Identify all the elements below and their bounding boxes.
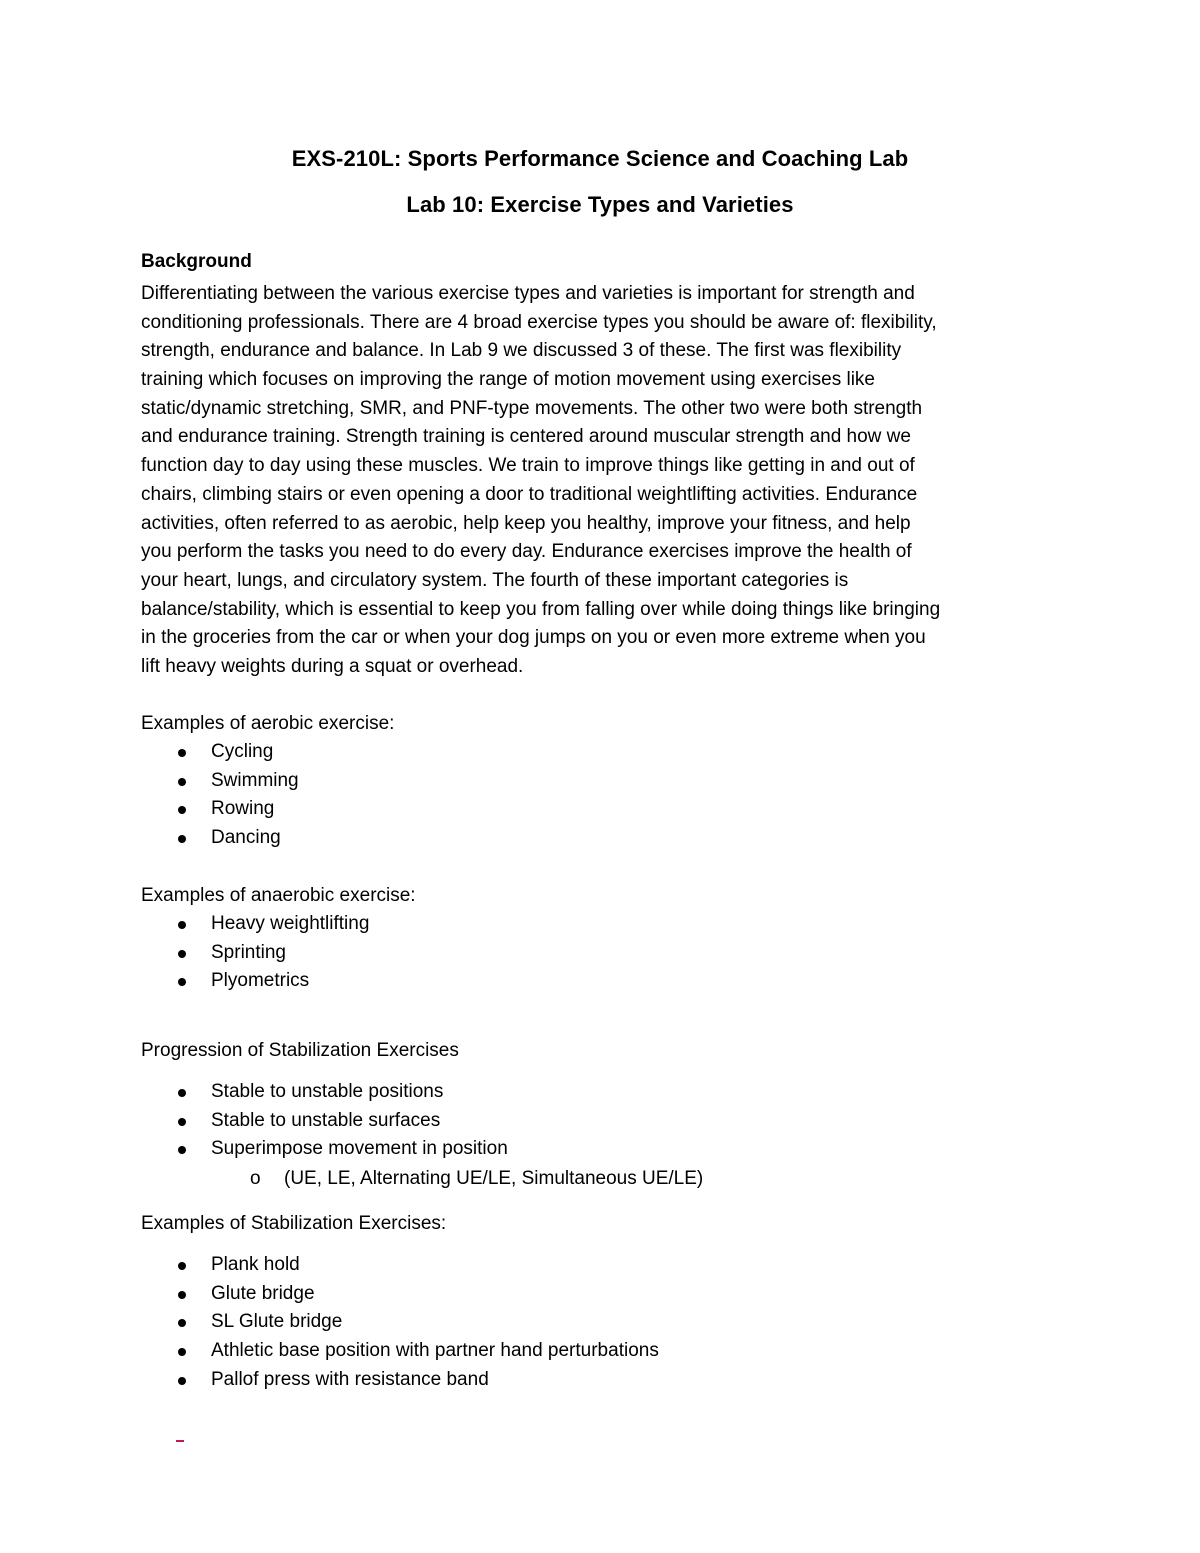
- bullet-icon: [178, 1089, 186, 1097]
- list-item: Stable to unstable positions: [141, 1078, 508, 1107]
- paragraph-line: and endurance training. Strength training is centered around muscular strength and how we: [141, 426, 911, 448]
- progression-subitem: [250, 1165, 703, 1193]
- document-subtitle: Lab 10: Exercise Types and Varieties: [406, 192, 794, 217]
- stabilization-label: Examples of Stabilization Exercises:: [141, 1213, 447, 1234]
- list-item: Swimming: [141, 767, 299, 796]
- bullet-icon: [178, 835, 186, 843]
- bullet-icon: [178, 806, 186, 814]
- paragraph-line: balance/stability, which is essential to keep you from falling over while doing things like bringing: [141, 598, 941, 620]
- bullet-icon: [178, 1348, 186, 1356]
- list-item: SL Glute bridge: [141, 1308, 659, 1337]
- anaerobic-label: Examples of anaerobic exercise:: [141, 885, 416, 906]
- list-item: Plank hold: [141, 1251, 659, 1280]
- paragraph-line: lift heavy weights during a squat or overhead.: [141, 655, 524, 677]
- bullet-icon: [178, 778, 186, 786]
- bullet-icon: [178, 1319, 186, 1327]
- stabilization-list: [141, 1251, 659, 1394]
- progression-list: [141, 1078, 508, 1164]
- bullet-icon: [178, 950, 186, 958]
- paragraph-line: training which focuses on improving the range of motion movement using exercises like: [141, 369, 875, 391]
- list-item: Heavy weightlifting: [141, 910, 369, 939]
- bullet-icon: [178, 1118, 186, 1126]
- cursor-mark: [176, 1440, 184, 1442]
- bullet-icon: [178, 921, 186, 929]
- background-heading: Background: [141, 251, 252, 272]
- list-item: Athletic base position with partner hand perturbations: [141, 1337, 659, 1366]
- background-paragraph: [141, 280, 1071, 682]
- bullet-icon: [178, 1377, 186, 1385]
- paragraph-line: Differentiating between the various exercise types and varieties is important for strength and: [141, 283, 915, 304]
- bullet-icon: [178, 1146, 186, 1154]
- anaerobic-list: [141, 910, 369, 996]
- bullet-icon: [178, 749, 186, 757]
- list-item: Sprinting: [141, 939, 369, 968]
- list-item: Rowing: [141, 795, 299, 824]
- paragraph-line: activities, often referred to as aerobic, help keep you healthy, improve your fitness, and help: [141, 512, 911, 534]
- list-item: Pallof press with resistance band: [141, 1366, 659, 1395]
- paragraph-line: function day to day using these muscles. We train to improve things like getting in and out of: [141, 455, 915, 477]
- paragraph-line: chairs, climbing stairs or even opening a door to traditional weightlifting activities. Endurance: [141, 483, 918, 505]
- list-item: Cycling: [141, 738, 299, 767]
- aerobic-label: Examples of aerobic exercise:: [141, 713, 395, 734]
- list-item: Plyometrics: [141, 967, 369, 996]
- sub-bullet-marker: o: [250, 1168, 261, 1189]
- paragraph-line: in the groceries from the car or when your dog jumps on you or even more extreme when you: [141, 627, 926, 649]
- list-item: Dancing: [141, 824, 299, 853]
- paragraph-line: strength, endurance and balance. In Lab 9 we discussed 3 of these. The first was flexibility: [141, 340, 902, 362]
- document-title: EXS-210L: Sports Performance Science and Coaching Lab: [291, 146, 909, 171]
- sub-item-text: (UE, LE, Alternating UE/LE, Simultaneous UE/LE): [284, 1168, 704, 1189]
- aerobic-list: [141, 738, 299, 853]
- paragraph-line: your heart, lungs, and circulatory system. The fourth of these important categories is: [141, 569, 849, 591]
- list-item: Stable to unstable surfaces: [141, 1107, 508, 1136]
- paragraph-line: static/dynamic stretching, SMR, and PNF-type movements. The other two were both strength: [141, 397, 923, 419]
- progression-label: Progression of Stabilization Exercises: [141, 1040, 459, 1061]
- bullet-icon: [178, 1291, 186, 1299]
- bullet-icon: [178, 1262, 186, 1270]
- list-item: Superimpose movement in position: [141, 1135, 508, 1164]
- paragraph-line: conditioning professionals. There are 4 broad exercise types you should be aware of: flexibility,: [141, 311, 937, 333]
- bullet-icon: [178, 978, 186, 986]
- paragraph-line: you perform the tasks you need to do every day. Endurance exercises improve the health of: [141, 541, 912, 563]
- list-item: Glute bridge: [141, 1280, 659, 1309]
